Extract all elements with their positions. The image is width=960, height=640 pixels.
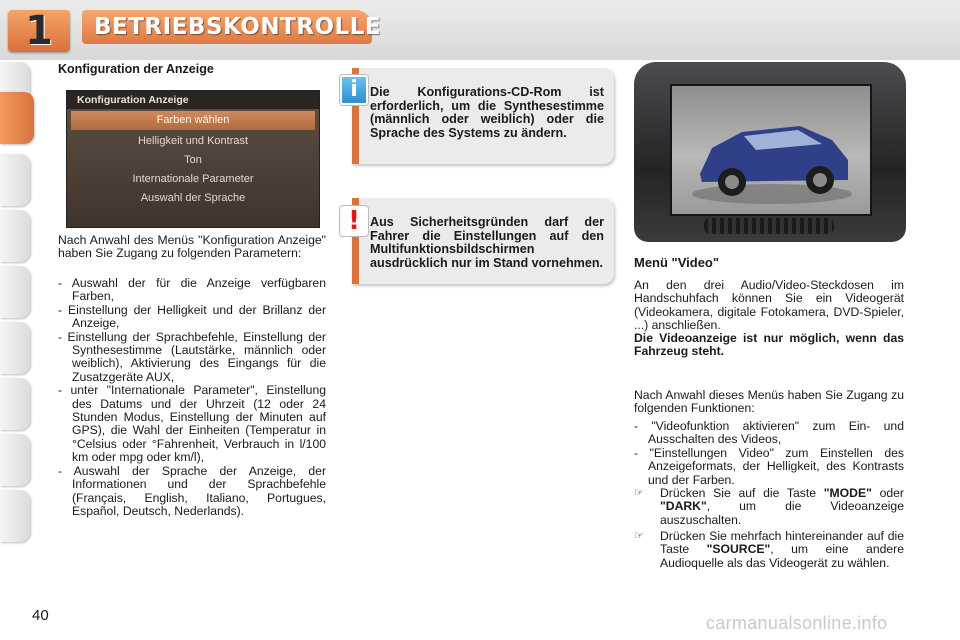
parameter-list xyxy=(58,277,326,518)
list-item: - "Videofunktion aktivieren" zum Ein- und Ausschalten des Videos, xyxy=(634,419,904,447)
screen-item-farben: Farben wählen xyxy=(71,111,315,130)
side-tab[interactable] xyxy=(0,266,30,318)
air-vent xyxy=(704,218,834,234)
column-left xyxy=(58,62,328,76)
side-tab[interactable] xyxy=(0,154,30,206)
list-item: - Auswahl der Sprache der Anzeige, der Informationen und der Sprachbefehle (Français, English, Italiano, Portugues, Español, Deutsch, Nederlands). xyxy=(58,463,326,518)
key-label-dark: "DARK" xyxy=(660,499,707,514)
section-heading-video: Menü "Video" xyxy=(634,255,720,270)
screen-title: Konfiguration Anzeige xyxy=(67,91,319,109)
list-item: - Auswahl der für die Anzeige verfügbaren Farben, xyxy=(58,276,326,304)
key-label-mode: "MODE" xyxy=(823,486,872,500)
video-paragraph-2: Nach Anwahl dieses Menüs haben Sie Zugang zu folgenden Funktionen: xyxy=(634,388,904,416)
page-number: 40 xyxy=(32,607,49,624)
watermark: carmanualsonline.info xyxy=(706,613,888,633)
press-instruction-source xyxy=(634,530,904,570)
chapter-number: 1 xyxy=(25,8,53,54)
info-box xyxy=(352,68,614,164)
press-text: , um eine andere Audioquelle als das Videogerät zu wählen. xyxy=(660,542,904,570)
side-tab-active[interactable] xyxy=(0,92,34,144)
press-text: Drücken Sie auf die Taste xyxy=(660,486,824,500)
press-text: , um die Videoanzeige auszuschalten. xyxy=(660,499,904,527)
screen-item-sprache: Auswahl der Sprache xyxy=(140,192,246,204)
side-tab[interactable] xyxy=(0,322,30,374)
info-box-text: Die Konfigurations-CD-Rom ist erforderlich, um die Synthesestimme (männlich oder weiblich) oder die Sprache des Systems zu ändern. xyxy=(370,85,604,140)
side-tab[interactable] xyxy=(0,434,30,486)
section-heading-konfiguration: Konfiguration der Anzeige xyxy=(58,62,214,76)
video-function-list xyxy=(634,420,904,487)
warning-box xyxy=(352,198,614,284)
screen-item-ton: Ton xyxy=(184,154,202,166)
side-tab[interactable] xyxy=(0,490,30,542)
press-text: oder xyxy=(871,486,904,500)
side-tab[interactable] xyxy=(0,378,30,430)
screen-item-helligkeit: Helligkeit und Kontrast xyxy=(137,135,249,147)
car-image xyxy=(672,86,870,214)
warning-icon: ! xyxy=(340,206,368,236)
video-paragraph-note: Die Videoanzeige ist nur möglich, wenn das Fahrzeug steht. xyxy=(634,331,904,359)
screen-item-parameter: Internationale Parameter xyxy=(132,173,254,185)
hand-pointer-icon: ☞ xyxy=(634,530,644,542)
list-item: - Einstellung der Sprachbefehle, Einstellung der Synthesestimme (Lautstärke, männlich oder weiblich), Aktivierung des Eingangs für die Zusatzgeräte AUX, xyxy=(58,329,326,384)
page-title: BETRIEBSKONTROLLE xyxy=(94,14,382,40)
side-tab[interactable] xyxy=(0,210,30,262)
list-item: - Einstellung der Helligkeit und der Brillanz der Anzeige, xyxy=(58,302,326,331)
press-text: Drücken Sie mehrfach hintereinander auf die Taste xyxy=(660,529,904,557)
info-icon: i xyxy=(340,75,368,105)
hand-pointer-icon: ☞ xyxy=(634,487,644,499)
key-label-source: "SOURCE" xyxy=(706,542,771,557)
list-item: - unter "Internationale Parameter", Einstellung des Datums und der Uhrzeit (12 oder 24 Stunden Modus, Einstellung der Minuten auf GPS), die Wahl der Einheiten (Temperatur in °Celsius oder °Fahrenheit, Verbrauch in l/100 km oder mpg oder km/l), xyxy=(58,383,326,465)
display-photo xyxy=(634,62,906,242)
video-paragraph-1: An den drei Audio/Video-Steckdosen im Handschuhfach können Sie ein Videogerät (Videokamera, digitale Fotokamera, DVD-Spieler, ...) anschließen. xyxy=(634,278,904,333)
chapter-side-tabs xyxy=(0,62,38,582)
press-instruction-mode xyxy=(634,487,904,527)
warning-box-text: Aus Sicherheitsgründen darf der Fahrer die Einstellungen auf den Multifunktionsbildschirmen ausdrücklich nur im Stand vornehmen. xyxy=(370,215,604,270)
list-item: - "Einstellungen Video" zum Einstellen des Anzeigeformats, der Helligkeit, des Kontrasts und der Farben. xyxy=(634,445,904,487)
display-screen xyxy=(670,84,872,216)
intro-paragraph: Nach Anwahl des Menüs "Konfiguration Anzeige" haben Sie Zugang zu folgenden Parametern: xyxy=(58,233,326,261)
menu-screen-photo xyxy=(66,90,320,228)
